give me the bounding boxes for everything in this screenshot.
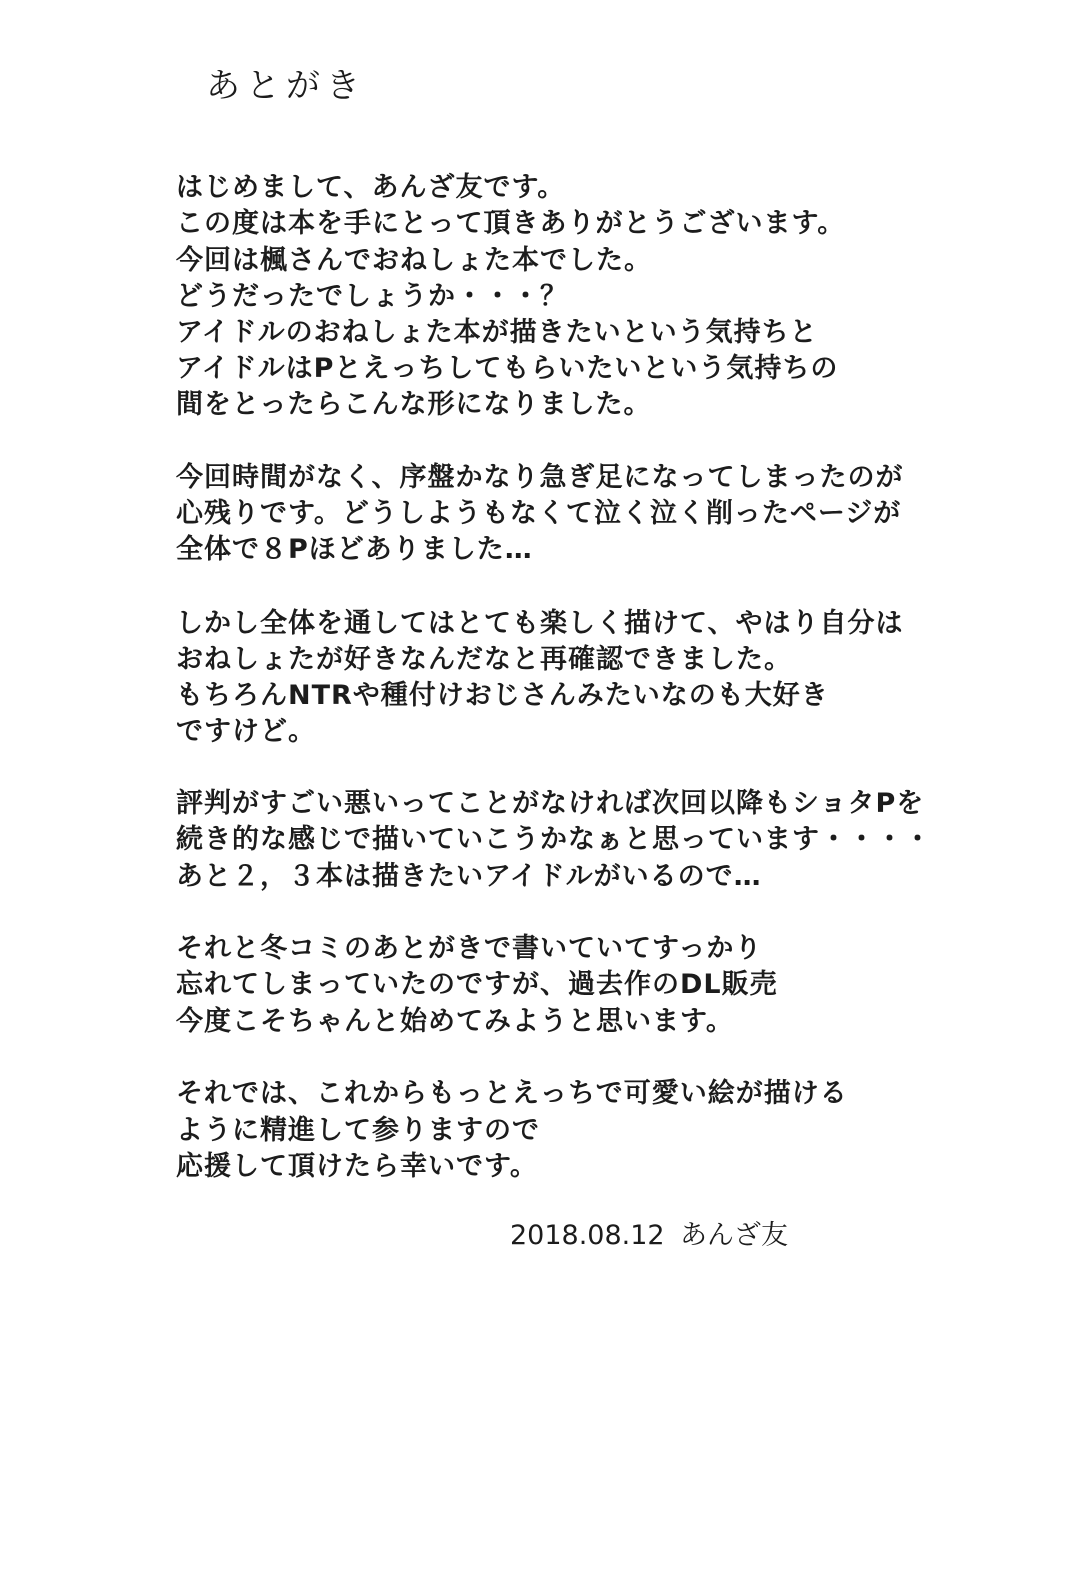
body-line: それでは、これからもっとえっちで可愛い絵が描ける (176, 1078, 848, 1109)
page-title: あとがき (206, 66, 366, 106)
body-line: アイドルのおねしょた本が描きたいという気持ちと (176, 317, 818, 348)
body-line: 応援して頂けたら幸いです。 (176, 1151, 538, 1182)
signature-author: あんざ友 (680, 1220, 788, 1251)
body-line: あと２，３本は描きたいアイドルがいるので… (176, 861, 762, 892)
body-line: 忘れてしまっていたのですが、過去作のDL販売 (176, 969, 778, 1000)
body-line: それと冬コミのあとがきで書いていてすっかり (176, 933, 763, 964)
body-line: 今回時間がなく、序盤かなり急ぎ足になってしまったのが (176, 462, 904, 493)
body-line: はじめまして、あんざ友です。 (176, 172, 566, 203)
body-line: 今度こそちゃんと始めてみようと思います。 (176, 1006, 734, 1037)
body-line: しかし全体を通してはとても楽しく描けて、やはり自分は (176, 608, 904, 639)
body-line: アイドルはPとえっちしてもらいたいという気持ちの (176, 353, 839, 384)
body-line: 間をとったらこんな形になりました。 (176, 389, 652, 420)
body-line: 心残りです。どうしようもなくて泣く泣く削ったページが (176, 498, 902, 529)
body-line: 続き的な感じで描いていこうかなぁと思っています・・・・ (176, 824, 932, 855)
body-line: どうだったでしょうか・・・？ (176, 281, 568, 312)
body-line: 評判がすごい悪いってことがなければ次回以降もショタPを (176, 788, 925, 819)
signature-date: 2018.08.12 (510, 1220, 665, 1251)
body-line: ですけど。 (176, 716, 316, 747)
body-line: この度は本を手にとって頂きありがとうございます。 (176, 208, 846, 239)
body-line: もちろんNTRや種付けおじさんみたいなのも大好き (176, 680, 829, 711)
body-line: おねしょたが好きなんだなと再確認できました。 (176, 644, 792, 675)
body-line: 全体で８Pほどありました… (176, 534, 533, 565)
body-line: ように精進して参りますので (176, 1115, 540, 1146)
body-line: 今回は楓さんでおねしょた本でした。 (176, 245, 652, 276)
